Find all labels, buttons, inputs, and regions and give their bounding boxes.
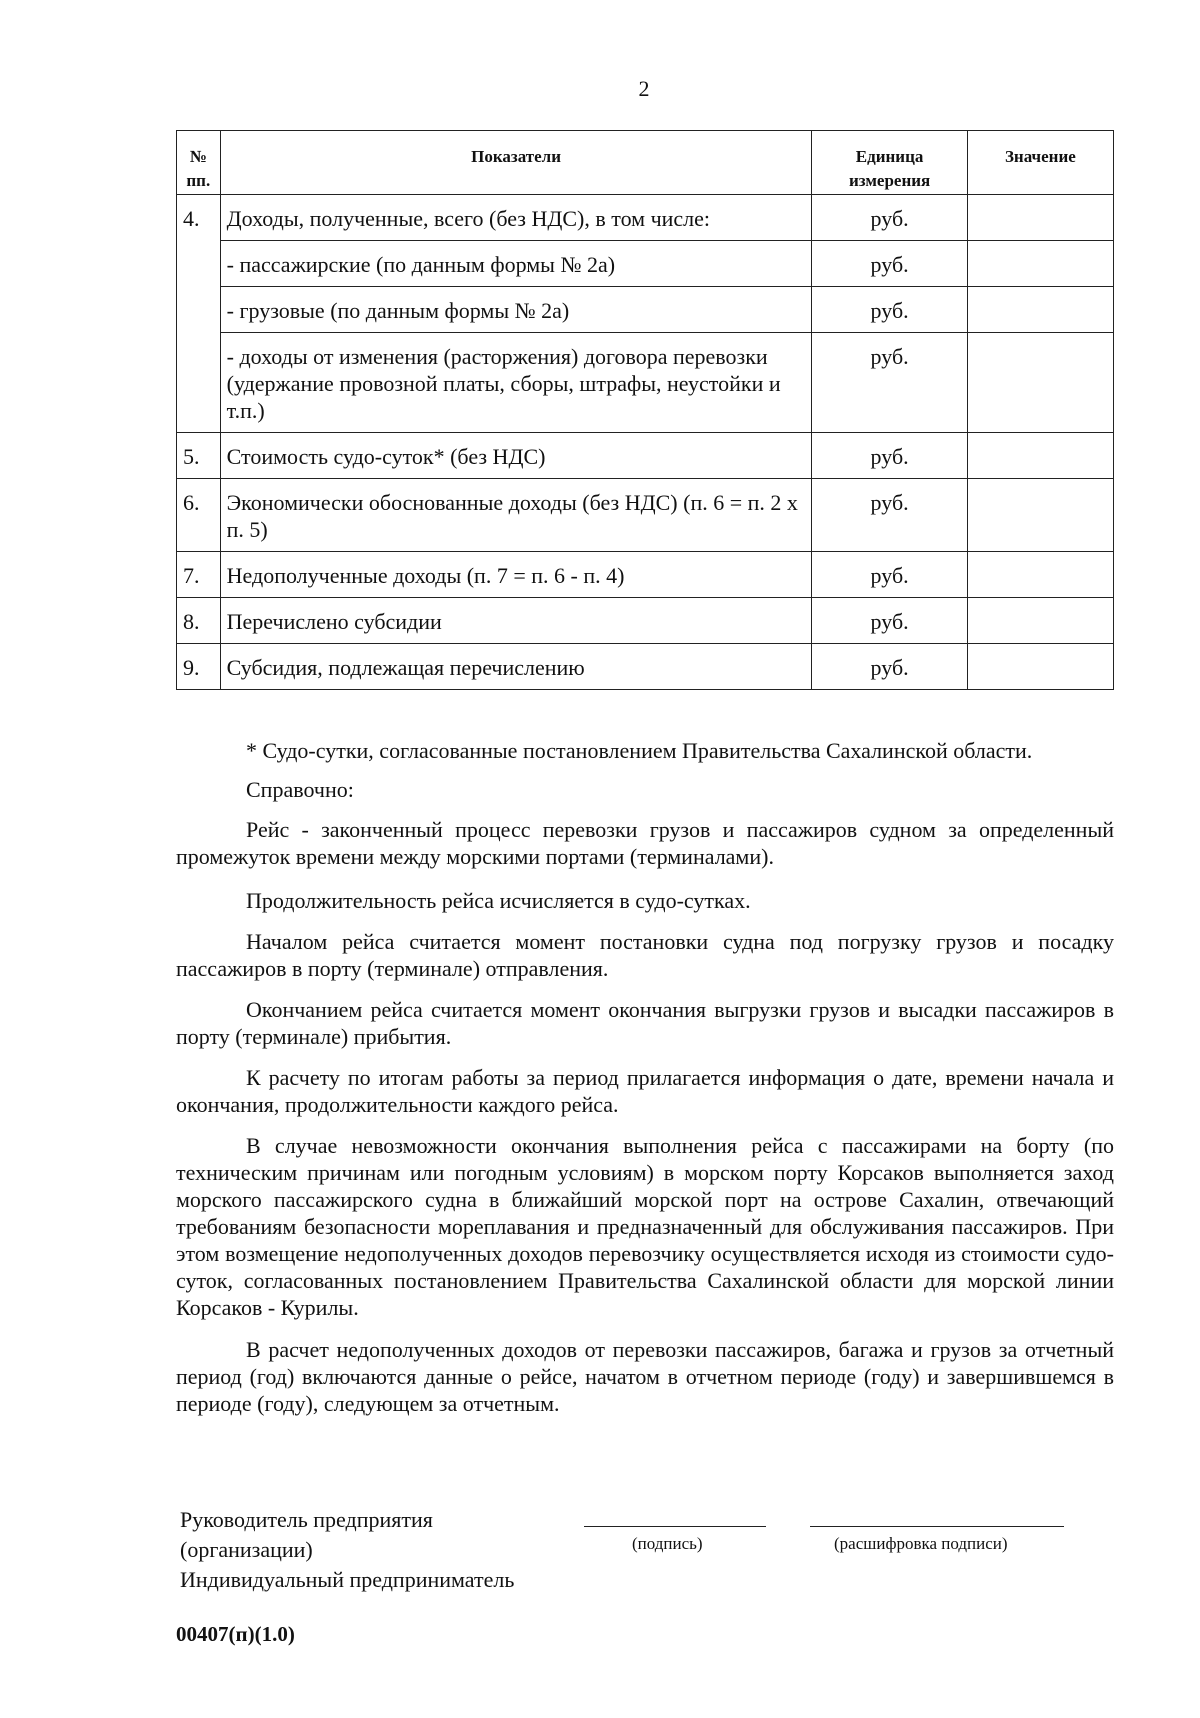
row-unit: руб.: [812, 287, 967, 333]
row-value: [967, 241, 1113, 287]
table-row: [177, 195, 1114, 241]
row-indicator: Доходы, полученные, всего (без НДС), в том числе:: [220, 195, 812, 241]
table-row: [177, 598, 1114, 644]
row-unit: руб.: [812, 644, 967, 690]
row-unit: руб.: [812, 241, 967, 287]
header-no: № пп.: [177, 131, 221, 195]
row-indicator: Экономически обоснованные доходы (без НДС) (п. 6 = п. 2 х п. 5): [220, 479, 812, 552]
paragraph-reporting-period: [176, 1336, 1114, 1417]
row-indicator: - грузовые (по данным формы № 2а): [220, 287, 812, 333]
row-value: [967, 598, 1113, 644]
header-indicator: Показатели: [220, 131, 812, 195]
row-unit: руб.: [812, 195, 967, 241]
signer-title: Руководитель предприятия: [180, 1507, 433, 1532]
row-unit: руб.: [812, 479, 967, 552]
row-indicator: Недополученные доходы (п. 7 = п. 6 - п. 4): [220, 552, 812, 598]
header-value: Значение: [967, 131, 1113, 195]
paragraph-impossibility: [176, 1132, 1114, 1321]
row-indicator: - пассажирские (по данным формы № 2а): [220, 241, 812, 287]
row-number: 7.: [177, 552, 221, 598]
row-value: [967, 333, 1113, 433]
header-unit: Единица измерения: [812, 131, 967, 195]
paragraph-voyage-definition: [176, 816, 1114, 870]
paragraph-text: Началом рейса считается момент постановки судна под погрузку грузов и посадку пассажиров в порту (терминале) отправления.: [176, 929, 1114, 981]
reference-title: Справочно:: [246, 777, 354, 802]
document-code: 00407(п)(1.0): [176, 1622, 295, 1646]
signer-org: (организации): [180, 1537, 313, 1562]
paragraph-text: В расчет недополученных доходов от перевозки пассажиров, багажа и грузов за отчетный период (год) включаются данные о рейсе, начатом в отчетном периоде (году) и завершившемся в периоде (году), следующем за отчетным.: [176, 1337, 1114, 1416]
signature-line: [584, 1526, 766, 1527]
row-indicator: Стоимость судо-суток* (без НДС): [220, 433, 812, 479]
row-value: [967, 552, 1113, 598]
row-indicator: Перечислено субсидии: [220, 598, 812, 644]
signer-entrepreneur: Индивидуальный предприниматель: [180, 1567, 515, 1592]
table-row: [177, 433, 1114, 479]
row-unit: руб.: [812, 598, 967, 644]
paragraph-text: В случае невозможности окончания выполнения рейса с пассажирами на борту (по техническим причинам или погодным условиям) в морском порту Корсаков выполняется заход морского пассажирского судна в ближайший морской порт на острове Сахалин, отвечающий требованиям безопасности мореплавания и предназначенный для обслуживания пассажиров. При этом возмещение недополученных доходов перевозчику осуществляется исходя из стоимости судо-суток, согласованных постановлением Правительства Сахалинской области для морской линии Корсаков - Курилы.: [176, 1133, 1114, 1320]
row-value: [967, 479, 1113, 552]
page-number: 2: [638, 76, 650, 101]
decoding-line: [810, 1526, 1064, 1527]
table-row: [177, 287, 1114, 333]
paragraph-voyage-end: [176, 996, 1114, 1050]
row-indicator: - доходы от изменения (расторжения) договора перевозки (удержание провозной платы, сборы, штрафы, неустойки и т.п.): [220, 333, 812, 433]
footnote: * Судо-сутки, согласованные постановлением Правительства Сахалинской области.: [246, 738, 1033, 763]
row-unit: руб.: [812, 433, 967, 479]
row-indicator: Субсидия, подлежащая перечислению: [220, 644, 812, 690]
table-header-row: [177, 131, 1114, 195]
table-row: [177, 644, 1114, 690]
paragraph-calculation-info: [176, 1064, 1114, 1118]
row-value: [967, 644, 1113, 690]
row-value: [967, 195, 1113, 241]
row-number: 6.: [177, 479, 221, 552]
row-unit: руб.: [812, 333, 967, 433]
table-row: [177, 241, 1114, 287]
signature-block: [180, 1505, 514, 1595]
paragraph-voyage-start: [176, 928, 1114, 982]
paragraph-text: К расчету по итогам работы за период прилагается информация о дате, времени начала и окончания, продолжительности каждого рейса.: [176, 1065, 1114, 1117]
row-number: 9.: [177, 644, 221, 690]
decoding-caption: (расшифровка подписи): [834, 1534, 1008, 1553]
table-row: [177, 479, 1114, 552]
row-value: [967, 287, 1113, 333]
table-row: [177, 333, 1114, 433]
paragraph-voyage-duration: [176, 887, 1114, 914]
paragraph-text: Продолжительность рейса исчисляется в судо-сутках.: [246, 888, 751, 913]
row-value: [967, 433, 1113, 479]
table-row: [177, 552, 1114, 598]
row-unit: руб.: [812, 552, 967, 598]
row-number: 8.: [177, 598, 221, 644]
paragraph-text: Окончанием рейса считается момент окончания выгрузки грузов и высадки пассажиров в порту (терминале) прибытия.: [176, 997, 1114, 1049]
paragraph-text: Рейс - законченный процесс перевозки грузов и пассажиров судном за определенный промежуток времени между морскими портами (терминалами).: [176, 817, 1114, 869]
signature-caption: (подпись): [632, 1534, 703, 1553]
row-number: 4.: [177, 195, 221, 433]
row-number: 5.: [177, 433, 221, 479]
indicators-table: [176, 130, 1114, 690]
